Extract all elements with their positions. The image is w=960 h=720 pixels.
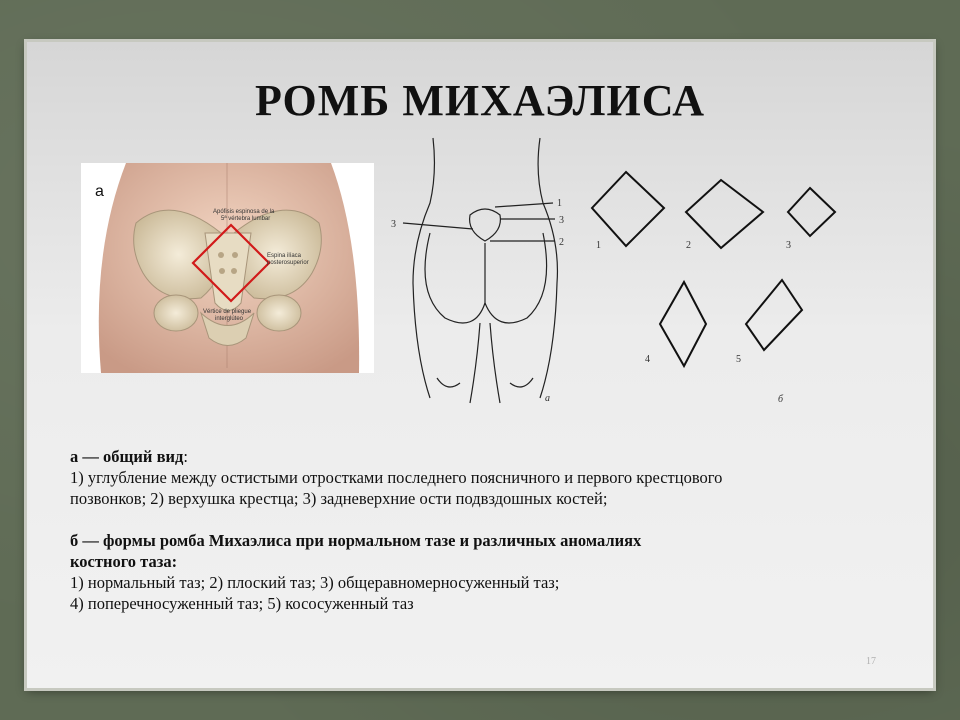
sketch-caption: а: [545, 393, 550, 404]
rhombus-2: [686, 180, 763, 248]
section-a-line-2: позвонков; 2) верхушка крестца; 3) задневерхние ости подвздошных костей;: [70, 489, 608, 508]
section-b-heading-2: [70, 551, 890, 572]
back-view-drawing: [385, 133, 585, 420]
shape-num-5: 5: [736, 354, 741, 365]
photo-label-right-1: Espina ilíaca: [267, 253, 302, 259]
back-view-sketch: [385, 133, 585, 420]
pelvis-photo: [81, 163, 374, 373]
shape-num-2: 2: [686, 240, 691, 251]
slide-title: РОМБ МИХАЭЛИСА: [254, 76, 706, 125]
rhombus-5: [746, 280, 802, 350]
section-b-heading-2-text: костного таза:: [70, 552, 178, 571]
shape-num-3: 3: [786, 240, 791, 251]
pelvis-illustration: [81, 163, 374, 373]
rhombus-1: [592, 172, 664, 246]
photo-label-bottom-2: interglúteo: [215, 316, 244, 322]
shapes-caption: б: [778, 394, 784, 405]
rhombus-4: [660, 282, 706, 366]
photo-label-bottom-1: Vértice de pliegue: [203, 309, 252, 315]
photo-label-top-1: Apófisis espinosa de la: [213, 209, 275, 215]
rhombus-forms-drawing: [588, 170, 848, 410]
section-a-line-1: 1) углубление между остистыми отростками последнего поясничного и первого крестцового: [70, 468, 723, 487]
page-number: 17: [866, 656, 876, 667]
sketch-label-1: 1: [557, 198, 562, 209]
rhombus-3: [788, 188, 835, 236]
description-text: [70, 446, 890, 614]
section-b-heading-1: [70, 530, 890, 551]
section-a-heading: а — общий вид: [70, 447, 184, 466]
shape-num-1: 1: [596, 240, 601, 251]
sketch-label-2: 2: [559, 237, 564, 248]
shape-num-4: 4: [645, 354, 650, 365]
sketch-label-3-left: 3: [391, 219, 396, 230]
rhombus-shapes: [588, 170, 848, 410]
photo-letter: а: [95, 183, 104, 200]
section-b-line-1: 1) нормальный таз; 2) плоский таз; 3) общеравномерносуженный таз;: [70, 573, 560, 592]
section-b-line-2: 4) поперечносуженный таз; 5) кососуженный таз: [70, 594, 414, 613]
section-a-heading-line: [70, 446, 890, 467]
sketch-label-3-right: 3: [559, 215, 564, 226]
section-b-heading-1-text: б — формы ромба Михаэлиса при нормальном тазе и различных аномалиях: [70, 531, 642, 550]
section-a-colon: :: [183, 447, 188, 466]
photo-label-right-2: posterosuperior: [267, 260, 309, 266]
photo-label-top-2: 5ª vértebra lumbar: [221, 216, 271, 222]
